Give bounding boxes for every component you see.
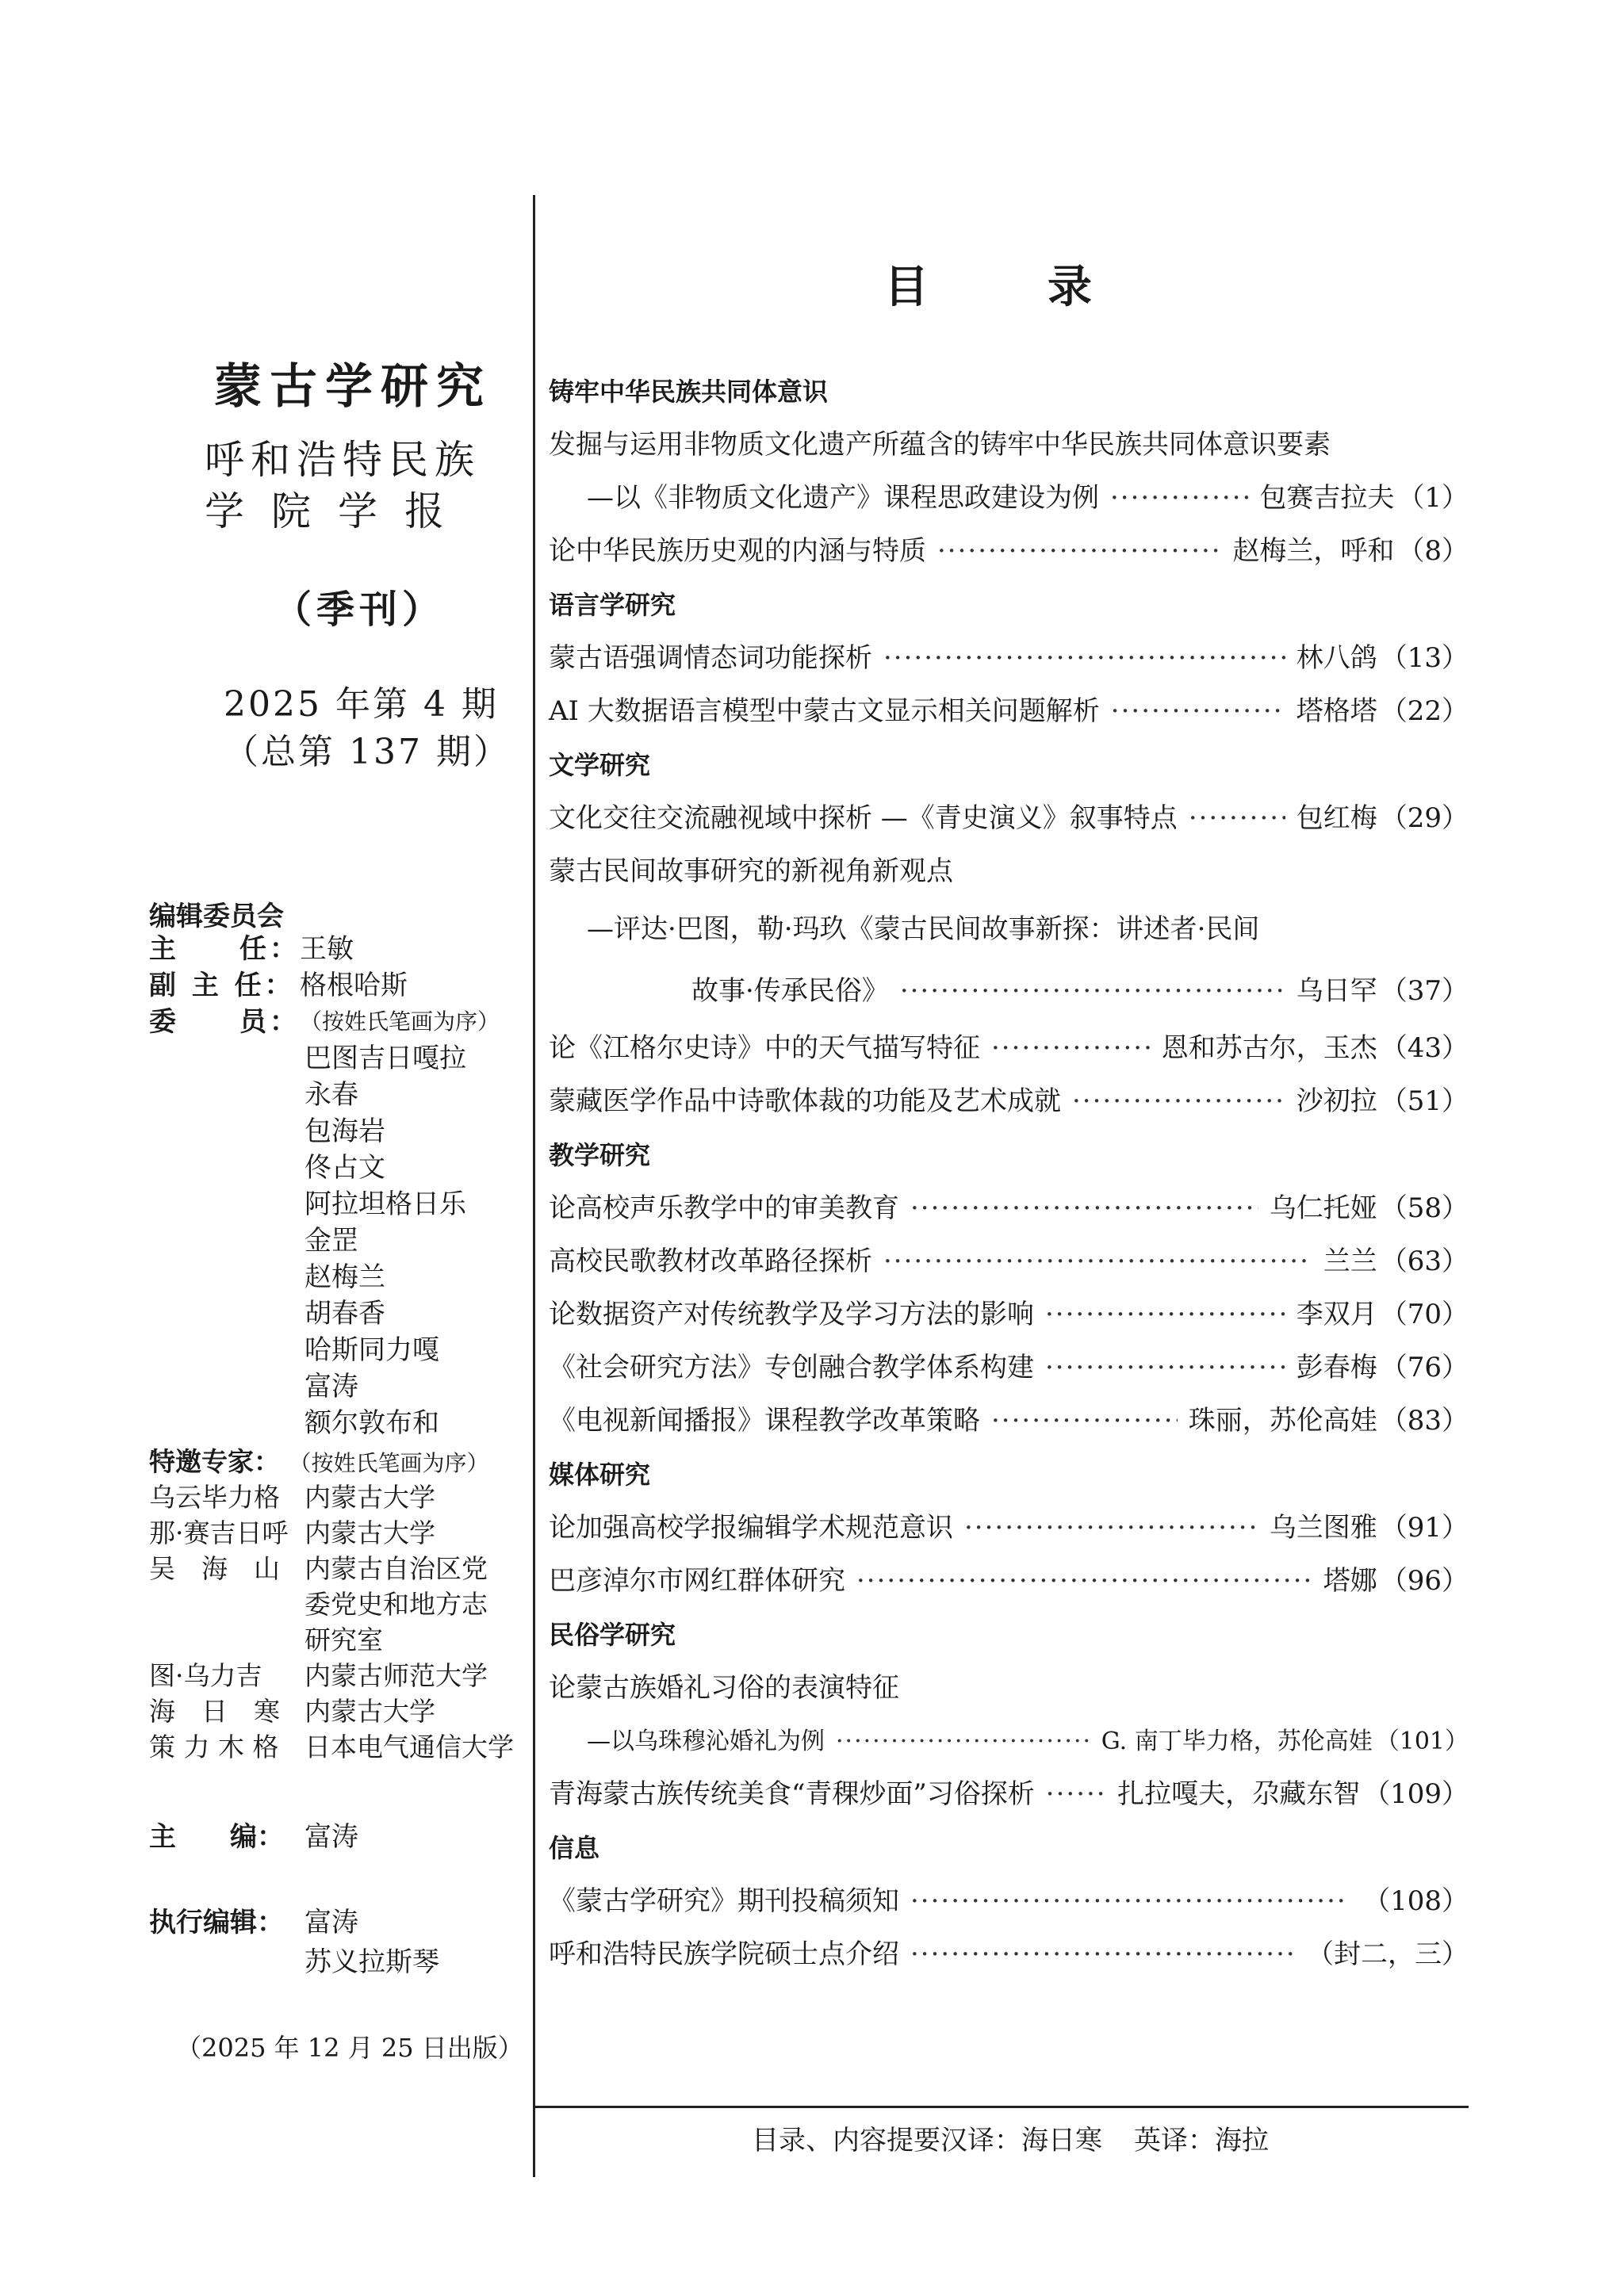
leader-dots bbox=[883, 1235, 1312, 1288]
article-page: （51） bbox=[1380, 1085, 1469, 1117]
leader-dots bbox=[1045, 1341, 1285, 1395]
article-author: 彭春梅 bbox=[1296, 1352, 1377, 1383]
toc-entry bbox=[549, 1395, 1469, 1448]
expert-affiliation: 委党史和地方志 bbox=[304, 1589, 488, 1620]
expert-affiliation: 内蒙古大学 bbox=[304, 1696, 435, 1727]
section-heading: 文学研究 bbox=[549, 750, 651, 780]
leader-dots bbox=[900, 960, 1285, 1022]
director-role: 主 任： bbox=[149, 933, 300, 965]
column-divider bbox=[533, 195, 535, 2177]
article-author: 沙初拉 bbox=[1296, 1085, 1377, 1117]
board-deputy-row bbox=[149, 967, 522, 1004]
director-name: 王敏 bbox=[300, 933, 354, 965]
member-name: 永春 bbox=[304, 1079, 358, 1111]
toc-entry bbox=[549, 960, 1469, 1022]
article-page: （43） bbox=[1380, 1032, 1469, 1064]
exec-editor-row bbox=[149, 1942, 439, 1982]
article-page: （101） bbox=[1375, 1728, 1469, 1755]
article-title: 蒙古语强调情态词功能探析 bbox=[549, 642, 872, 674]
experts-heading-label: 特邀专家： bbox=[149, 1446, 280, 1477]
leader-dots bbox=[910, 1928, 1293, 1981]
expert-name: 策 力 木 格 bbox=[149, 1732, 279, 1762]
journal-title: 蒙古学研究 bbox=[214, 359, 492, 415]
leader-dots bbox=[991, 1395, 1178, 1448]
deputy-name: 格根哈斯 bbox=[300, 970, 408, 1001]
leader-dots bbox=[910, 1875, 1349, 1928]
article-author: G. 南丁毕力格，苏伦高娃 bbox=[1101, 1728, 1373, 1755]
toc-entry bbox=[549, 525, 1469, 578]
toc-title-char: 录 bbox=[1048, 261, 1092, 313]
expert-affiliation: 内蒙古大学 bbox=[304, 1517, 435, 1548]
expert-name bbox=[149, 1586, 304, 1622]
article-title: 《蒙古学研究》期刊投稿须知 bbox=[549, 1885, 899, 1917]
article-author: 乌日罕 bbox=[1296, 975, 1377, 1007]
journal-name-line2: 学院学报 bbox=[205, 488, 471, 534]
toc-entry bbox=[549, 685, 1469, 738]
experts-heading bbox=[149, 1445, 530, 1479]
exec-editor-name: 富涛 bbox=[304, 1907, 358, 1938]
leader-dots bbox=[1110, 472, 1248, 525]
toc-entry bbox=[549, 1875, 1469, 1928]
article-author: 赵梅兰，呼和 bbox=[1232, 535, 1395, 567]
article-title: 高校民歌教材改革路径探析 bbox=[549, 1246, 872, 1277]
expert-affiliation: 研究室 bbox=[304, 1624, 383, 1655]
leader-dots bbox=[1045, 1288, 1285, 1341]
board-member-row bbox=[149, 1004, 522, 1040]
member-note: （按姓氏笔画为序） bbox=[300, 1008, 500, 1035]
expert-row bbox=[149, 1658, 530, 1693]
article-subtitle: —以乌珠穆沁婚礼为例 bbox=[587, 1728, 825, 1755]
toc-entry bbox=[549, 632, 1469, 685]
toc-entry bbox=[549, 1502, 1469, 1555]
leader-dots bbox=[1189, 792, 1285, 845]
member-name: 巴图吉日嘎拉 bbox=[304, 1043, 466, 1074]
article-subtitle: —以《非物质文化遗产》课程思政建设为例 bbox=[587, 482, 1099, 514]
article-page: （8） bbox=[1397, 535, 1469, 567]
toc-entry bbox=[549, 1075, 1469, 1128]
article-page: （22） bbox=[1380, 695, 1469, 727]
expert-row bbox=[149, 1515, 530, 1551]
toc-entry bbox=[549, 1235, 1469, 1288]
article-author: 塔格塔 bbox=[1296, 695, 1377, 727]
editors bbox=[149, 1817, 439, 1982]
toc-entry bbox=[549, 1182, 1469, 1235]
member-name: 额尔敦布和 bbox=[304, 1407, 439, 1439]
expert-affiliation: 日本电气通信大学 bbox=[304, 1732, 514, 1762]
article-page: （13） bbox=[1380, 642, 1469, 674]
article-page: （83） bbox=[1380, 1405, 1469, 1437]
article-page: （1） bbox=[1397, 482, 1469, 514]
article-title: 论中华民族历史观的内涵与特质 bbox=[549, 535, 926, 567]
member-name: 胡春香 bbox=[304, 1298, 385, 1330]
article-page: （37） bbox=[1380, 975, 1469, 1007]
article-page: （封二，三） bbox=[1307, 1938, 1469, 1970]
article-title: 《电视新闻播报》课程教学改革策略 bbox=[549, 1405, 980, 1437]
leader-dots bbox=[836, 1715, 1090, 1768]
expert-affiliation: 内蒙古自治区党 bbox=[304, 1553, 488, 1584]
section-heading: 教学研究 bbox=[549, 1140, 651, 1170]
exec-editor-role: 执行编辑： bbox=[149, 1907, 284, 1938]
member-name: 哈斯同力嘎 bbox=[304, 1334, 439, 1366]
expert-row bbox=[149, 1693, 530, 1729]
toc-entry bbox=[549, 1341, 1469, 1395]
expert-row bbox=[149, 1586, 530, 1622]
section-heading: 铸牢中华民族共同体意识 bbox=[549, 377, 829, 407]
article-page: （91） bbox=[1380, 1512, 1469, 1544]
article-author: 塔娜 bbox=[1323, 1565, 1377, 1597]
article-title: 论《江格尔史诗》中的天气描写特征 bbox=[549, 1032, 980, 1064]
toc-entry bbox=[549, 1928, 1469, 1981]
experts-note: （按姓氏笔画为序） bbox=[289, 1450, 489, 1476]
expert-name: 图·乌力吉 bbox=[149, 1660, 262, 1691]
member-name: 佟占文 bbox=[304, 1152, 385, 1184]
leader-dots bbox=[1046, 1768, 1106, 1821]
member-name: 阿拉坦格日乐 bbox=[304, 1188, 466, 1220]
section-heading: 民俗学研究 bbox=[549, 1620, 676, 1650]
expert-row bbox=[149, 1622, 530, 1658]
expert-row bbox=[149, 1551, 530, 1586]
deputy-role: 副 主 任： bbox=[149, 970, 295, 1001]
toc-entry bbox=[549, 1288, 1469, 1341]
chief-editor-row bbox=[149, 1817, 439, 1857]
article-page: （29） bbox=[1380, 802, 1469, 834]
article-page: （70） bbox=[1380, 1299, 1469, 1330]
toc-entry bbox=[549, 1768, 1469, 1821]
member-name: 包海岩 bbox=[304, 1115, 385, 1147]
table-of-contents bbox=[549, 365, 1469, 1981]
expert-name: 海 日 寒 bbox=[149, 1696, 280, 1727]
section-heading: 信息 bbox=[549, 1833, 600, 1863]
editorial-board-heading: 编辑委员会 bbox=[149, 901, 284, 932]
expert-affiliation: 内蒙古师范大学 bbox=[304, 1660, 488, 1691]
exec-editor-row bbox=[149, 1903, 439, 1942]
toc-entry bbox=[549, 1022, 1469, 1075]
leader-dots bbox=[883, 632, 1285, 685]
expert-row bbox=[149, 1729, 530, 1765]
article-page: （76） bbox=[1380, 1352, 1469, 1383]
member-name: 富涛 bbox=[304, 1371, 358, 1402]
member-role: 委 员： bbox=[149, 1006, 300, 1038]
section-heading: 语言学研究 bbox=[549, 590, 676, 620]
article-author: 包赛吉拉夫 bbox=[1259, 482, 1395, 514]
exec-editor-name: 苏义拉斯琴 bbox=[304, 1946, 439, 1978]
translator-credits bbox=[752, 2118, 1269, 2157]
article-author: 乌仁托娅 bbox=[1269, 1192, 1377, 1224]
article-title: 论蒙古族婚礼习俗的表演特征 bbox=[549, 1672, 899, 1704]
toc-entry bbox=[549, 472, 1469, 525]
article-title: AI 大数据语言模型中蒙古文显示相关问题解析 bbox=[549, 695, 1100, 727]
article-author: 扎拉嘎夫，尕藏东智 bbox=[1117, 1778, 1361, 1810]
publication-frequency: （季刊） bbox=[274, 587, 446, 632]
article-page: （108） bbox=[1363, 1885, 1469, 1917]
toc-entry bbox=[549, 1715, 1469, 1768]
leader-dots bbox=[910, 1182, 1258, 1235]
article-title: 青海蒙古族传统美食“青稞炒面”习俗探析 bbox=[549, 1778, 1035, 1810]
total-issue-number: （总第 137 期） bbox=[224, 732, 511, 772]
article-title: 论高校声乐教学中的审美教育 bbox=[549, 1192, 899, 1224]
editorial-board bbox=[149, 894, 522, 1441]
invited-experts bbox=[149, 1445, 530, 1765]
article-author: 林八鸽 bbox=[1296, 642, 1377, 674]
expert-name: 乌云毕力格 bbox=[149, 1482, 280, 1513]
member-list bbox=[149, 1040, 522, 1441]
article-subtitle: —评达·巴图，勒·玛玖《蒙古民间故事新探：讲述者·民间 bbox=[587, 913, 1260, 945]
article-page: （96） bbox=[1380, 1565, 1469, 1597]
expert-row bbox=[149, 1479, 530, 1515]
article-title: 文化交往交流融视域中探析 —《青史演义》叙事特点 bbox=[549, 802, 1178, 834]
issue-number: 2025 年第 4 期 bbox=[224, 684, 499, 725]
member-name: 赵梅兰 bbox=[304, 1261, 385, 1293]
leader-dots bbox=[1072, 1075, 1285, 1128]
section-heading: 媒体研究 bbox=[549, 1460, 651, 1490]
leader-dots bbox=[937, 525, 1221, 578]
article-title: 发掘与运用非物质文化遗产所蕴含的铸牢中华民族共同体意识要素 bbox=[549, 429, 1331, 461]
expert-name: 吴 海 山 bbox=[149, 1553, 280, 1584]
translator-english: 英译：海拉 bbox=[1134, 2125, 1269, 2156]
translator-chinese: 目录、内容提要汉译：海日寒 bbox=[752, 2125, 1102, 2156]
board-director-row bbox=[149, 931, 522, 967]
leader-dots bbox=[856, 1555, 1312, 1608]
article-page: （63） bbox=[1380, 1246, 1469, 1277]
expert-affiliation: 内蒙古大学 bbox=[304, 1482, 435, 1513]
article-author: 乌兰图雅 bbox=[1269, 1512, 1377, 1544]
publication-date: （2025 年 12 月 25 日出版） bbox=[176, 2033, 523, 2063]
article-page: （58） bbox=[1380, 1192, 1469, 1224]
article-title: 论加强高校学报编辑学术规范意识 bbox=[549, 1512, 953, 1544]
article-title: 蒙古民间故事研究的新视角新观点 bbox=[549, 855, 953, 887]
article-title: 《社会研究方法》专创融合教学体系构建 bbox=[549, 1352, 1034, 1383]
article-title: 呼和浩特民族学院硕士点介绍 bbox=[549, 1938, 899, 1970]
article-page: （109） bbox=[1363, 1778, 1469, 1810]
article-title: 蒙藏医学作品中诗歌体裁的功能及艺术成就 bbox=[549, 1085, 1061, 1117]
toc-entry bbox=[549, 1555, 1469, 1608]
article-author: 包红梅 bbox=[1296, 802, 1377, 834]
journal-name-line1: 呼和浩特民族 bbox=[205, 437, 481, 483]
toc-title-char: 目 bbox=[884, 261, 929, 313]
expert-name: 那·赛吉日呼 bbox=[149, 1517, 289, 1548]
toc-title bbox=[884, 252, 1092, 316]
article-title: 论数据资产对传统教学及学习方法的影响 bbox=[549, 1299, 1034, 1330]
leader-dots bbox=[1111, 685, 1285, 738]
article-author: 珠丽，苏伦高娃 bbox=[1188, 1405, 1377, 1437]
article-author: 恩和苏古尔，玉杰 bbox=[1161, 1032, 1377, 1064]
expert-name bbox=[149, 1622, 304, 1658]
member-name: 金罡 bbox=[304, 1225, 358, 1257]
toc-entry bbox=[549, 792, 1469, 845]
article-subtitle: 故事·传承民俗》 bbox=[691, 975, 889, 1007]
chief-editor-name: 富涛 bbox=[304, 1821, 358, 1853]
leader-dots bbox=[991, 1022, 1151, 1075]
article-author: 李双月 bbox=[1296, 1299, 1377, 1330]
footer-rule bbox=[533, 2106, 1469, 2108]
chief-editor-role: 主 编： bbox=[149, 1821, 284, 1853]
article-author: 兰兰 bbox=[1323, 1246, 1377, 1277]
leader-dots bbox=[964, 1502, 1258, 1555]
article-title: 巴彦淖尔市网红群体研究 bbox=[549, 1565, 845, 1597]
